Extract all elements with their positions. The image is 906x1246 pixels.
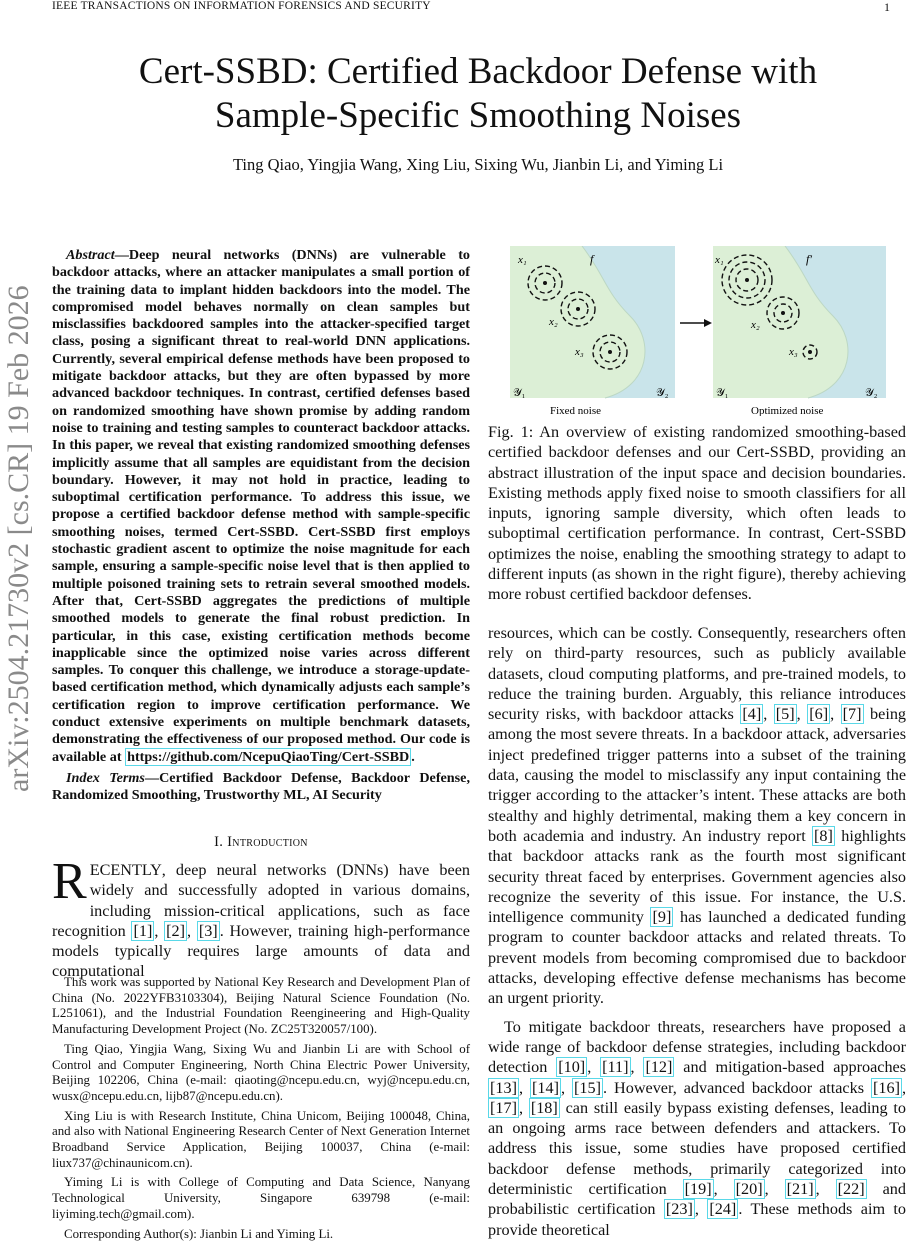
label-x1: x₁ — [715, 254, 724, 266]
label-x3: x₃ — [789, 346, 798, 358]
right-column-body — [488, 623, 906, 1240]
section-number: I. — [214, 834, 224, 850]
citation[interactable]: [13] — [490, 1078, 517, 1097]
text: . However, advanced backdoor attacks — [603, 1078, 872, 1097]
text: has launched a dedicated funding program to counter backdoor attacks and related threats. To prevent models from becoming compromised due to backdoor attacks, developing effective defense mechanisms has become an urgent priority. — [488, 908, 906, 1008]
text: being among the most severe threats. In a backdoor attack, adversaries inject predefined trigger patterns into a subset of the training data, causing the model to misclassify any input containing the trigger according to the attacker’s intent. These attacks are both stealthy and highly detrimental, making them a key concern in both academia and industry. An industry report — [488, 705, 906, 845]
text: highlights that backdoor attacks rank as the fourth most significant security threat faced by enterprises. Government agencies also recognize the severity of this issue. For instance, the U.S. intelligence community — [488, 826, 906, 927]
citation[interactable]: [24] — [709, 1200, 737, 1219]
abstract-end: . — [411, 748, 415, 765]
index-terms-lead: Index Terms — [66, 770, 145, 786]
label-y2: 𝒴₂ — [865, 387, 878, 399]
citation[interactable]: [23] — [665, 1200, 693, 1219]
sep: , — [763, 705, 774, 724]
footnote-affiliation-2: Xing Liu is with Research Institute, China Unicom, Beijing 100048, China, and also with National Engineering Research Center of Next Generation Internet Broadband Service Application, Beijing 100037, China (e-mail: liux737@chinaunicom.cn). — [52, 1108, 470, 1170]
code-link[interactable]: https://github.com/NcepuQiaoTing/Cert-SSBD — [127, 748, 410, 765]
abstract-text: —Deep neural networks (DNNs) are vulnerable to backdoor attacks, where an attacker manipulates a small portion of the training data to implant hidden backdoors into the model. The compromised model behaves normally on clean samples but misclassifies backdoored samples into the attacker-specified target class, posing a significant threat to real-world DNN applications. Currently, several empirical defense methods have been proposed to mitigate backdoor attacks, but they are often bypassed by more advanced backdoor techniques. In contrast, certified defenses based on randomized smoothing have shown promise by adding random noise to training and testing samples to counteract backdoor attacks. In this paper, we reveal that existing randomized smoothing defenses implicitly assume that all samples are equidistant from the decision boundary. However, it may not hold in practice, leading to suboptimal certification performance. To address this issue, we propose a certified backdoor defense method with sample-specific smoothing noises, termed Cert-SSBD. Cert-SSBD first employs stochastic gradient ascent to optimize the noise magnitude for each sample, ensuring a sample-specific noise level that is then applied to multiple poisoned training sets to retrain several smoothed models. After that, Cert-SSBD aggregates the predictions of multiple smoothed models to generate the final robust prediction. In particular, in this case, existing certification methods become inapplicable since the optimized noise varies across different samples. To conquer this challenge, we introduce a storage-update-based certification method, which dynamically adjusts each sample’s certification region to improve certification performance. We conduct extensive experiments on multiple benchmark datasets, demonstrating the effectiveness of our proposed method. Our code is available at — [52, 247, 470, 765]
intro-first-word: ECENTLY — [89, 861, 162, 879]
citation[interactable]: [12] — [645, 1058, 673, 1077]
citation[interactable]: [8] — [814, 826, 833, 845]
footnote-funding: This work was supported by National Key Research and Development Plan of China (No. 2022YFB3103304), Beijing Natural Science Foundation (No. L251061), and the Industrial Foundation Reengineering and High-Quality Manufacturing Development Project (No. ZC25T320057/100). — [52, 975, 470, 1037]
citation[interactable]: [11] — [602, 1058, 629, 1077]
sep: , — [187, 921, 197, 940]
text: . These methods aim to provide theoretical — [488, 1200, 906, 1239]
sep: , — [901, 1078, 906, 1097]
citation[interactable]: [6] — [809, 705, 829, 724]
label-y1: 𝒴₁ — [513, 387, 526, 399]
citation[interactable]: [20] — [735, 1180, 763, 1199]
title-line-1: Cert-SSBD: Certified Backdoor Defense with — [138, 51, 818, 92]
text: can still easily bypass existing defenses, leading to an ongoing arms race between defenders and attackers. To address this issue, some studies have proposed certified backdoor defense methods, primarily categorized into deterministic certification — [488, 1098, 906, 1199]
abstract-lead: Abstract — [66, 247, 115, 263]
intro-paragraph — [52, 853, 470, 982]
label-f: f — [590, 252, 594, 266]
text: resources, which can be costly. Consequently, researchers often rely on third-party resources, such as publicly available datasets, cloud computing platforms, and pre-trained models, to reduce the training burden. Arguably, this reliance introduces security risks, with backdoor attacks — [488, 624, 906, 724]
citation[interactable]: [17] — [490, 1098, 517, 1117]
citation[interactable]: [18] — [530, 1098, 558, 1117]
citation[interactable]: [9] — [652, 908, 672, 927]
footnote-affiliation-3: Yiming Li is with College of Computing and Data Science, Nanyang Technological University, Singapore 639798 (e-mail: liyiming.tech@gmail.com). — [52, 1175, 470, 1221]
panel-fixed-noise — [510, 246, 675, 416]
label-x1: x₁ — [518, 254, 527, 266]
intro-text: , deep neural networks (DNNs) have been widely and successfully adopted in various domains, including mission-critical applications, such as face recognition — [52, 861, 470, 940]
sep: , — [764, 1180, 785, 1199]
sep: , — [694, 1200, 708, 1219]
text: To mitigate backdoor threats, researchers have proposed a wide range of backdoor defense strategies, including backdoor detection — [488, 1017, 906, 1077]
sep: , — [518, 1078, 531, 1097]
author-list: Ting Qiao, Yingjia Wang, Xing Liu, Sixing Wu, Jianbin Li, and Yiming Li — [232, 155, 724, 174]
citation[interactable]: [19] — [684, 1180, 712, 1199]
abstract — [52, 247, 470, 766]
citation[interactable]: [7] — [842, 705, 862, 724]
sep: , — [587, 1058, 601, 1077]
index-terms-text: —Certified Backdoor Defense, Backdoor Defense, Randomized Smoothing, Trustworthy ML, AI Security — [52, 770, 470, 804]
caption-fixed-noise: Fixed noise — [550, 405, 602, 416]
section-name: Introduction — [227, 834, 308, 850]
paper-title — [60, 50, 896, 138]
section-heading — [52, 834, 470, 851]
caption-optimized-noise: Optimized noise — [751, 405, 824, 416]
sep: , — [560, 1078, 573, 1097]
label-x3: x₃ — [575, 346, 584, 358]
citation[interactable]: [22] — [837, 1180, 865, 1199]
citation[interactable]: [21] — [786, 1180, 814, 1199]
label-y1: 𝒴₁ — [716, 387, 729, 399]
sep: , — [830, 705, 841, 724]
sep: , — [815, 1180, 836, 1199]
citation[interactable]: [2] — [166, 921, 186, 940]
citation[interactable]: [1] — [133, 921, 153, 940]
citation[interactable]: [3] — [198, 921, 218, 940]
sep: , — [713, 1180, 734, 1199]
page-number: 1 — [884, 0, 890, 14]
citation[interactable]: [5] — [775, 705, 795, 724]
sep: , — [630, 1058, 644, 1077]
sep: , — [518, 1098, 529, 1117]
index-terms — [52, 770, 470, 805]
intro-text: . However, training high-performance models typically requires large amounts of data and computational — [52, 921, 470, 981]
sep: , — [154, 921, 165, 940]
citation[interactable]: [14] — [532, 1078, 559, 1097]
footnote-corresponding: Corresponding Author(s): Jianbin Li and Yiming Li. — [64, 1226, 334, 1241]
text: and mitigation-based approaches — [674, 1058, 906, 1077]
figure-1 — [510, 246, 886, 416]
footnotes — [52, 975, 470, 1246]
figure-caption: Fig. 1: An overview of existing randomized smoothing-based certified backdoor defenses and our Cert-SSBD, providing an abstract illustration of the input space and decision boundaries. Existing methods apply fixed noise to smooth classifiers for all inputs, ignoring sample diversity, which often leads to suboptimal certification performance. In contrast, Cert-SSBD optimizes the noise, enabling the smoothing strategy to adapt to different inputs (as shown in the right figure), thereby achieving more robust certified backdoor defenses. — [488, 423, 906, 604]
label-f-prime: f′ — [806, 252, 812, 266]
drop-cap: R — [52, 853, 87, 910]
citation[interactable]: [15] — [574, 1078, 601, 1097]
footnote-affiliation-1: Ting Qiao, Yingjia Wang, Sixing Wu and Jianbin Li are with School of Control and Computer Engineering, North China Electric Power University, Beijing 102206, China (e-mail: qiaoting@ncepu.edu.cn, wyj@ncepu.edu.cn, wusx@ncepu.edu.cn, lijb87@ncepu.edu.cn). — [52, 1041, 470, 1103]
label-x2: x₂ — [751, 319, 760, 331]
arrow-icon — [680, 319, 712, 327]
label-x2: x₂ — [549, 316, 558, 328]
panel-optimized-noise — [713, 246, 886, 416]
sep: , — [796, 705, 808, 724]
citation[interactable]: [4] — [742, 705, 762, 724]
title-line-2: Sample-Specific Smoothing Noises — [214, 95, 742, 136]
arxiv-stamp: arXiv:2504.21730v2 [cs.CR] 19 Feb 2026 — [2, 285, 35, 792]
paragraph — [488, 1017, 906, 1240]
citation[interactable]: [10] — [558, 1058, 586, 1077]
running-header: IEEE TRANSACTIONS ON INFORMATION FORENSICS AND SECURITY — [52, 0, 431, 12]
text: and probabilistic certification — [488, 1180, 906, 1219]
label-y2: 𝒴₂ — [656, 387, 669, 399]
paragraph — [488, 623, 906, 1009]
citation[interactable]: [16] — [873, 1078, 900, 1097]
